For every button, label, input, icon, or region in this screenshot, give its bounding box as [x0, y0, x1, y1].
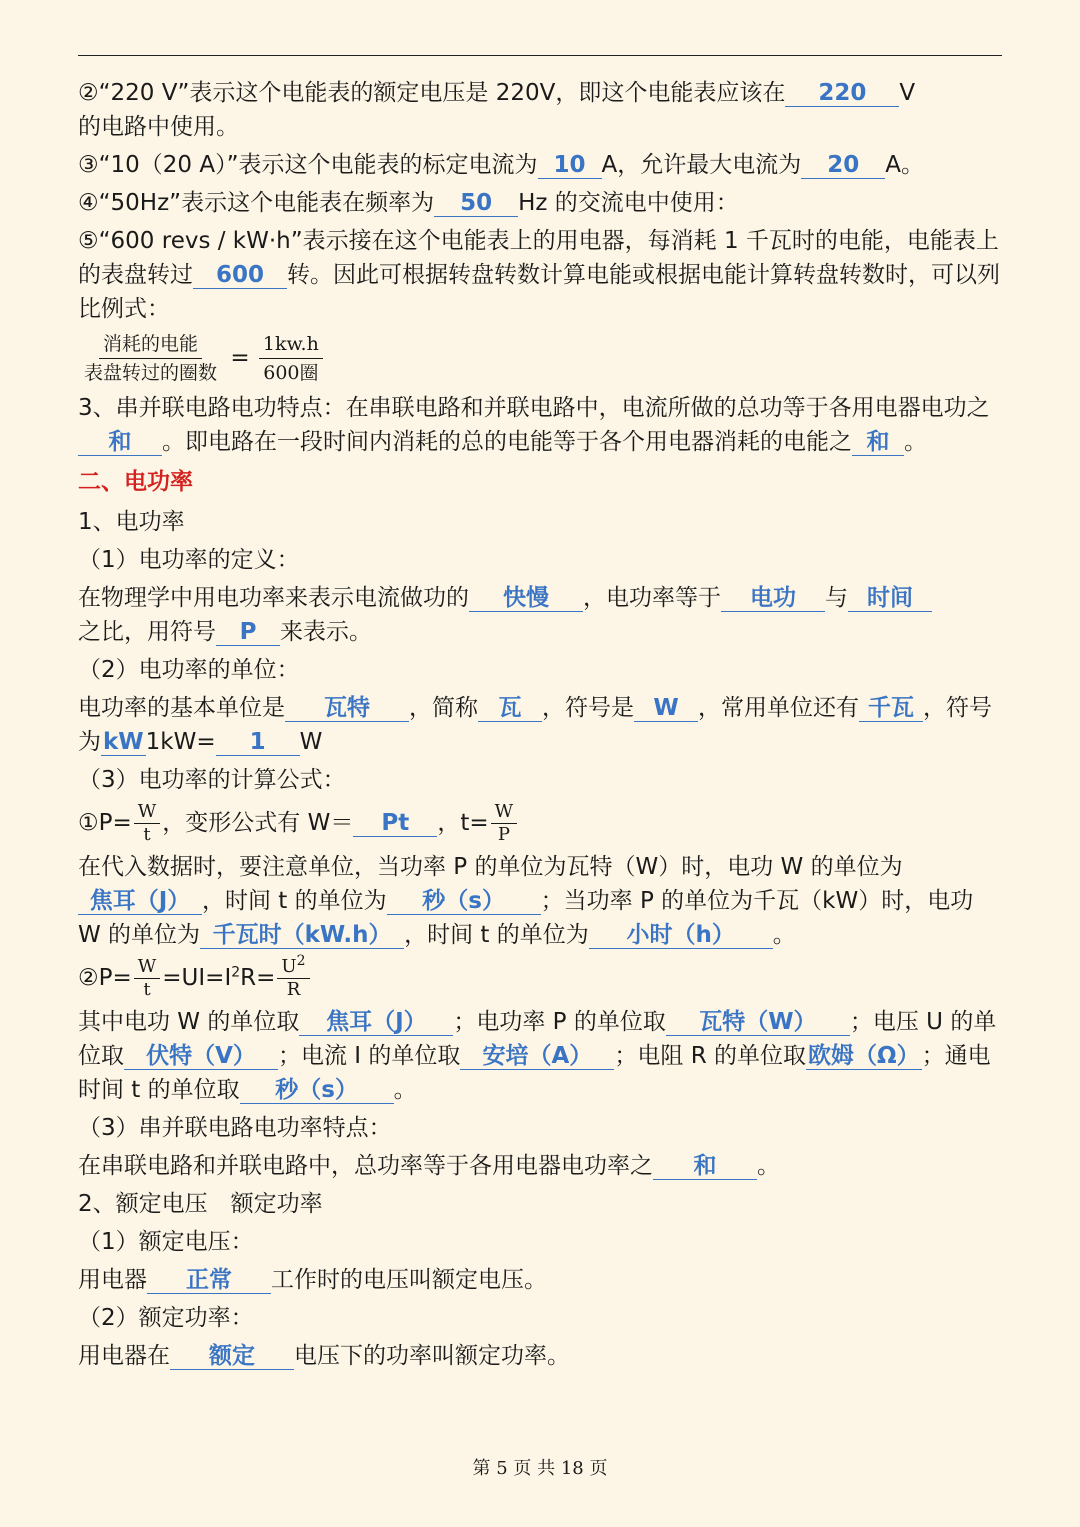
- formula-1: ①P= $\frac{W}{t}$ ，变形公式有 W＝ Pt ，t= $\frac{W}{P}$: [78, 801, 1002, 846]
- answer-blank: 和: [653, 1153, 757, 1180]
- paragraph-frequency: ④“50Hz”表示这个电能表在频率为 50 Hz 的交流电中使用：: [78, 190, 739, 216]
- document-body: [78, 76, 1002, 1377]
- item-heading: （1）额定电压：: [78, 1229, 254, 1255]
- answer-blank: 电功: [721, 585, 825, 612]
- answer-blank: 瓦: [478, 695, 542, 722]
- answer-blank: 1: [216, 729, 300, 756]
- answer-blank: 千瓦: [859, 695, 923, 722]
- answer-blank: 瓦特: [285, 695, 409, 722]
- answer-blank: 和: [852, 429, 904, 456]
- ratio-formula: $\frac{\text{消耗的电能}}{\text{表盘转过的圈数}}$ = $\frac{1kw.h}{\text{600圈}}$: [78, 330, 1002, 387]
- answer-blank: 瓦特（W）: [666, 1009, 850, 1036]
- paragraph-rated-voltage: 用电器 正常 工作时的电压叫额定电压。: [78, 1267, 547, 1293]
- answer-blank: 小时（h）: [589, 922, 773, 949]
- subsection-heading: 2、额定电压 额定功率: [78, 1191, 323, 1217]
- answer-blank: 和: [78, 429, 162, 456]
- answer-blank: 额定: [170, 1343, 294, 1370]
- paragraph-definition: 在物理学中用电功率来表示电流做功的 快慢 ，电功率等于 电功 与 时间 之比，用符号 P 来表示。: [78, 581, 1002, 649]
- answer-blank: 焦耳（J）: [78, 888, 202, 915]
- answer-blank: 欧姆（Ω）: [808, 1043, 920, 1069]
- answer-blank: 时间: [848, 585, 932, 612]
- item-heading: （3）串并联电路电功率特点：: [78, 1115, 392, 1141]
- paragraph-si-units: 其中电功 W 的单位取 焦耳（J） ；电功率 P 的单位取 瓦特（W） ；电压 U 的单位取 伏特（V） ；电流 I 的单位取 安培（A） ；电阻 R 的单位取欧姆（Ω）；通电时间 t 的单位取 秒（s） 。: [78, 1009, 997, 1103]
- item-heading: （1）电功率的定义：: [78, 547, 300, 573]
- answer-blank: 秒（s）: [387, 888, 541, 915]
- answer-blank: W: [634, 695, 698, 722]
- formula-2: ②P= $\frac{W}{t}$ $=UI=I^2R=$ $\frac{U^2}{R}$: [78, 956, 1002, 1001]
- subsection-heading: 1、电功率: [78, 509, 185, 535]
- paragraph-series-work: 3、串并联电路电功特点：在串联电路和并联电路中，电流所做的总功等于各用电器电功之和 。即电路在一段时间内消耗的总的电能等于各个用电器消耗的电能之 和 。: [78, 395, 990, 455]
- answer-blank: 220: [785, 80, 899, 107]
- paragraph-voltage: ②“220 V”表示这个电能表的额定电压是 220V，即这个电能表应该在 220 V 的电路中使用。: [78, 80, 916, 140]
- answer-blank: 千瓦时（kW.h）: [200, 922, 404, 949]
- paragraph-rated-power: 用电器在 额定 电压下的功率叫额定功率。: [78, 1343, 570, 1369]
- answer-blank: 秒（s）: [240, 1077, 394, 1104]
- answer-blank: 伏特（V）: [124, 1043, 278, 1070]
- answer-blank: 安培（A）: [460, 1043, 614, 1070]
- answer-blank: 600: [193, 262, 287, 289]
- answer-blank: 正常: [147, 1267, 271, 1294]
- answer-blank: Pt: [353, 810, 437, 837]
- paragraph-unit-note: 在代入数据时，要注意单位，当功率 P 的单位为瓦特（W）时，电功 W 的单位为焦耳（J） ，时间 t 的单位为 秒（s） ；当功率 P 的单位为千瓦（kW）时，电功 W 的单位为 千瓦时（kW.h） ，时间 t 的单位为 小时（h） 。: [78, 854, 974, 948]
- answer-blank: 焦耳（J）: [299, 1009, 453, 1036]
- paragraph-revs: ⑤“600 revs / kW·h”表示接在这个电能表上的用电器，每消耗 1 千瓦时的电能，电能表上的表盘转过 600 转。因此可根据转盘转数计算电能或根据电能计算转盘转数时，可以列比例式：: [78, 228, 1000, 322]
- item-heading: （2）电功率的单位：: [78, 657, 300, 683]
- page-number: 第 5 页 共 18 页: [472, 1458, 608, 1479]
- answer-blank: kW: [103, 729, 144, 755]
- answer-blank: 20: [801, 152, 885, 179]
- item-heading: （2）额定功率：: [78, 1305, 254, 1331]
- section-heading: 二、电功率: [78, 469, 193, 495]
- item-heading: （3）电功率的计算公式：: [78, 767, 346, 793]
- paragraph-current: ③“10（20 A）”表示这个电能表的标定电流为 10 A，允许最大电流为 20 A。: [78, 152, 924, 178]
- paragraph-series-power: 在串联电路和并联电路中，总功率等于各用电器电功率之 和 。: [78, 1153, 780, 1179]
- paragraph-units: 电功率的基本单位是 瓦特 ，简称 瓦 ，符号是 W ，常用单位还有 千瓦 ，符号为kW1kW= 1 W: [78, 695, 992, 755]
- answer-blank: P: [216, 619, 280, 646]
- answer-blank: 10: [538, 152, 602, 179]
- header-rule: [78, 55, 1002, 56]
- answer-blank: 50: [434, 190, 518, 217]
- answer-blank: 快慢: [469, 585, 583, 612]
